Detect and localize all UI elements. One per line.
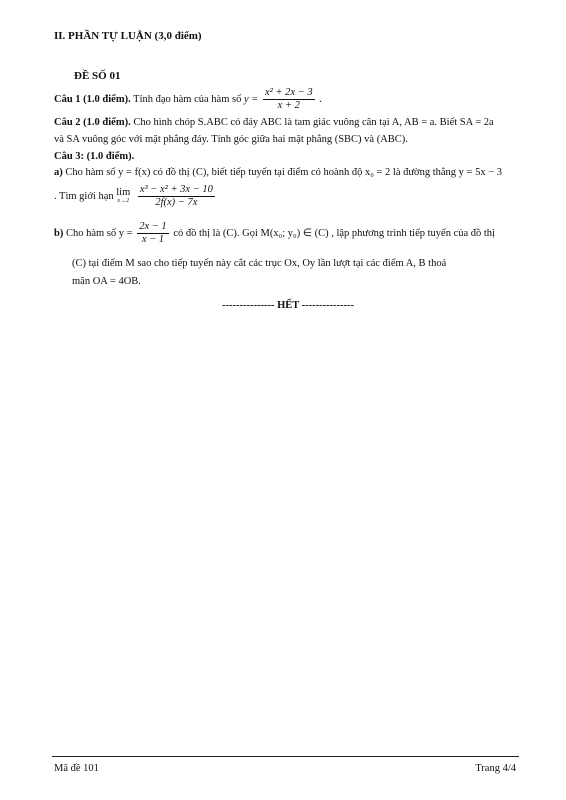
- question-3b-prefix: Cho hàm số: [65, 227, 117, 239]
- question-2-text-1: Cho hình chóp S.ABC có đáy ABC là tam giác vuông cân tại A, AB = a. Biết SA = 2a: [133, 117, 494, 128]
- question-2-line-1: [54, 117, 494, 128]
- question-3b-y: y =: [118, 227, 133, 239]
- question-3b-line-3: mãn OA = 4OB.: [72, 276, 141, 287]
- question-1-label: Câu 1 (1.0 điểm).: [54, 93, 131, 105]
- question-1-denominator: x + 2: [277, 100, 300, 111]
- limit-fraction: [138, 184, 215, 209]
- question-3a-text-2: . Tìm giới hạn: [54, 190, 114, 202]
- question-3b-denominator: x − 1: [141, 234, 165, 245]
- question-3b-numerator: 2x − 1: [139, 221, 167, 232]
- footer-exam-code: Mã đề 101: [54, 763, 99, 774]
- question-2-line-2: và SA vuông góc với mặt phẳng đáy. Tính góc giữa hai mặt phẳng (SBC) và (ABC).: [54, 134, 408, 145]
- exam-code-title: ĐỀ SỐ 01: [74, 70, 121, 82]
- question-3a-line-1: [54, 167, 502, 178]
- question-1-numerator: x² + 2x − 3: [264, 87, 313, 98]
- question-3b-line-2: (C) tại điểm M sao cho tiếp tuyến này cắt các trục Ox, Oy lần lượt tại các điểm A, B thoả: [72, 258, 447, 269]
- question-3b-fraction: [137, 221, 169, 246]
- question-1-end: .: [319, 93, 322, 105]
- footer-page-number: Trang 4/4: [475, 763, 516, 774]
- question-3b-text-1: có đồ thị là (C). Gọi M(x₀; y₀) ∈ (C) , lập phương trình tiếp tuyến của đồ thị: [173, 227, 495, 239]
- question-3a-label: a): [54, 167, 63, 178]
- limit-numerator: x³ − x² + 3x − 10: [139, 184, 213, 195]
- question-2-label: Câu 2 (1.0 điểm).: [54, 117, 131, 128]
- question-3b-line-1: [54, 221, 495, 246]
- limit-word: lim: [116, 186, 131, 198]
- limit-denominator: 2f(x) − 7x: [155, 197, 198, 208]
- question-3-label: Câu 3: (1.0 điểm).: [54, 151, 135, 162]
- question-1-fraction: [263, 87, 315, 112]
- limit-subscript: x→2: [117, 197, 130, 204]
- question-3a-text-1: Cho hàm số y = f(x) có đồ thị (C), biết tiếp tuyến tại điểm có hoành độ x₀ = 2 là đường thẳng y = 5x − 3: [65, 167, 503, 178]
- footer-divider: [52, 756, 519, 757]
- limit-operator: [116, 188, 130, 206]
- section-title: II. PHẦN TỰ LUẬN (3,0 điểm): [54, 30, 202, 42]
- question-1-text: Tính đạo hàm của hàm số: [133, 93, 242, 105]
- question-3a-line-2: [54, 184, 217, 209]
- question-3b-label: b): [54, 227, 64, 239]
- question-1-y: y =: [243, 93, 259, 105]
- question-1: [54, 87, 322, 112]
- end-mark: --------------- HẾT ---------------: [222, 300, 355, 311]
